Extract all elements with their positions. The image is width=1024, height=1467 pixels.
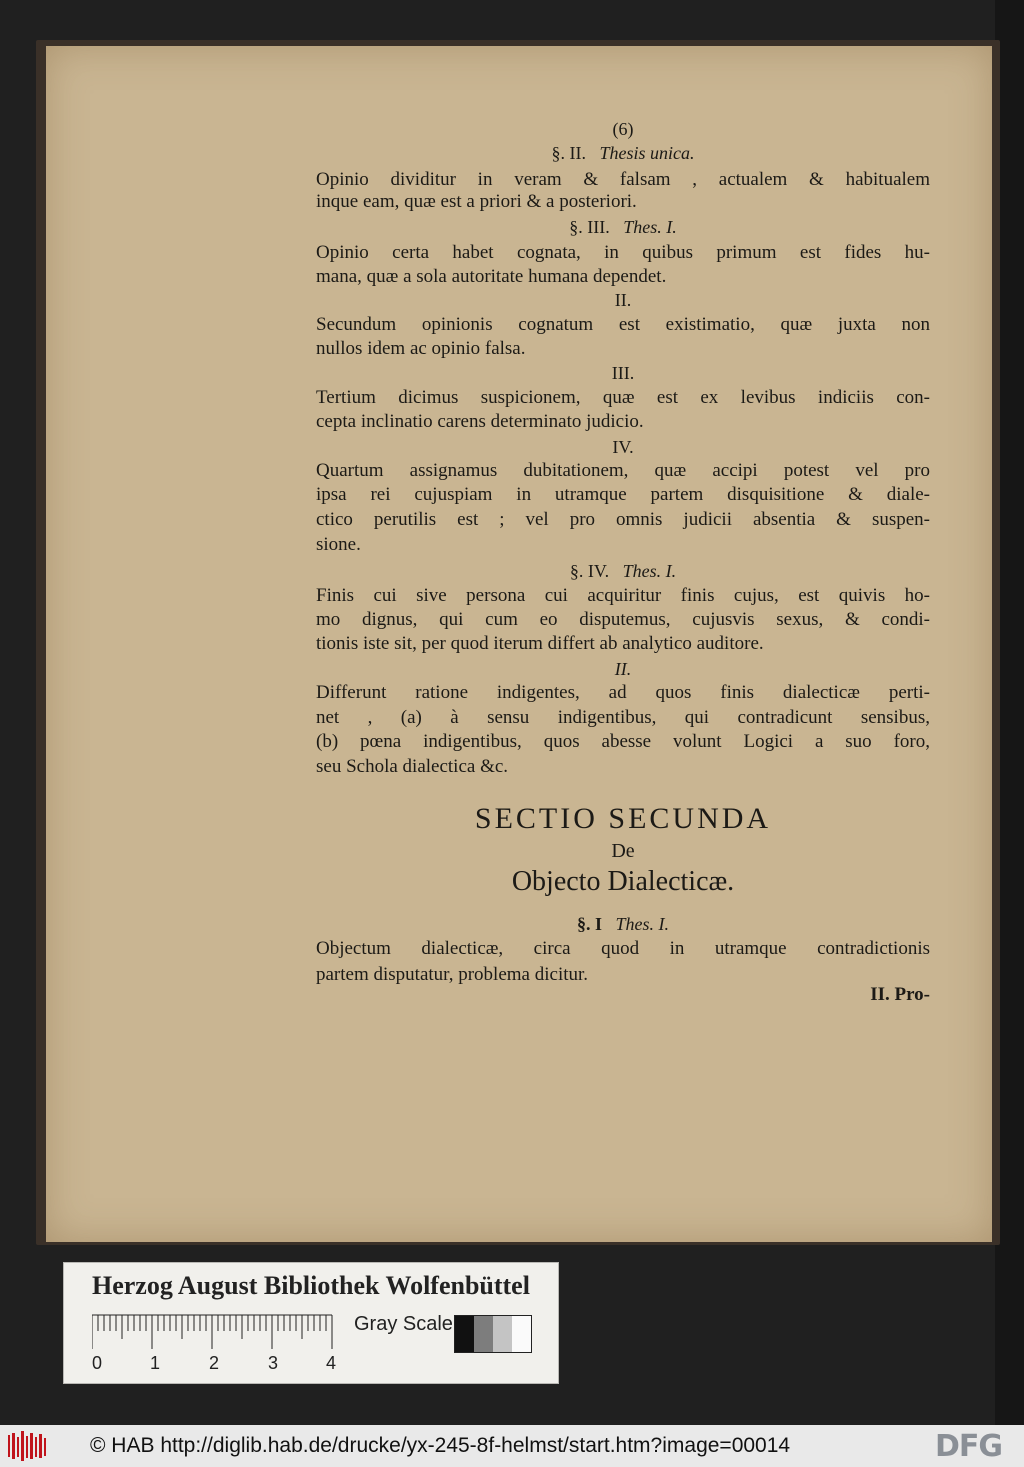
- swatch: [512, 1316, 531, 1352]
- text-line: seu Schola dialectica &c.: [316, 756, 509, 777]
- section-number: §. II.: [551, 143, 586, 163]
- heading-s2: [316, 142, 930, 164]
- text-line: Quartum assignamus dubitationem, quæ accipi potest vel pro: [316, 460, 930, 481]
- text-line: Opinio certa habet cognata, in quibus primum est fides hu-: [316, 242, 930, 263]
- text-line: Differunt ratione indigentes, ad quos finis dialecticæ perti-: [316, 682, 930, 703]
- heading-s4b: [316, 658, 930, 680]
- institution-name: Herzog August Bibliothek Wolfenbüttel: [92, 1271, 530, 1300]
- heading-s3: [316, 216, 930, 238]
- swatch: [493, 1316, 512, 1352]
- color-reference-card: [63, 1262, 559, 1384]
- heading-obj: [316, 913, 930, 935]
- text-line: nullos idem ac opinio falsa.: [316, 338, 526, 359]
- text-line: mana, quæ a sola autoritate humana dependet.: [316, 266, 667, 287]
- ruler-number: 0: [92, 1353, 103, 1373]
- swatch: [474, 1316, 493, 1352]
- section-number: §. IV.: [569, 561, 610, 581]
- text-line: tionis iste sit, per quod iterum differt ab analytico auditore.: [316, 633, 764, 654]
- thesis-label: Thes. I.: [622, 561, 677, 581]
- catchword: II. Pro-: [870, 984, 930, 1005]
- dfg-logo: DFG: [935, 1429, 1003, 1464]
- page-number: (6): [612, 119, 634, 139]
- thesis-label: II.: [614, 659, 632, 679]
- text-line: Opinio dividitur in veram & falsam , actualem & habitualem: [316, 169, 930, 190]
- heading-r3: III.: [611, 363, 635, 383]
- section-title: SECTIO SECUNDA: [474, 802, 772, 835]
- gray-scale-label: Gray Scale: [354, 1313, 453, 1335]
- heading-r2: II.: [614, 290, 632, 310]
- text-line: sione.: [316, 534, 361, 555]
- ruler-scale: [92, 1313, 342, 1373]
- section-number: §. I: [576, 914, 602, 934]
- ruler-number: 1: [150, 1353, 161, 1373]
- section-subtitle: Objecto Dialecticæ.: [511, 866, 735, 897]
- heading-r4: IV.: [612, 437, 634, 457]
- ruler-number: 4: [326, 1353, 337, 1373]
- thesis-label: Thes. I.: [623, 217, 677, 237]
- text-line: inque eam, quæ est a priori & a posteriori.: [316, 191, 637, 212]
- gray-swatches: [454, 1315, 532, 1353]
- section-de: De: [611, 840, 635, 862]
- text-line: Finis cui sive persona cui acquiritur finis cujus, est quivis ho-: [316, 585, 930, 606]
- text-line: ctico perutilis est ; vel pro omnis judicii absentia & suspen-: [316, 509, 930, 530]
- text-line: partem disputatur, problema dicitur.: [316, 964, 589, 985]
- text-line: ipsa rei cujuspiam in utramque partem disquisitione & diale-: [316, 484, 930, 505]
- section-number: §. III.: [569, 217, 610, 237]
- heading-s4: [316, 560, 930, 582]
- text-line: mo dignus, qui cum eo disputemus, cujusvis sexus, & condi-: [316, 609, 930, 630]
- thesis-label: Thes. I.: [615, 914, 669, 934]
- text-line: net , (a) à sensu indigentibus, qui contradicunt sensibus,: [316, 707, 930, 728]
- footer-bar: [0, 1425, 1024, 1467]
- ruler-number: 3: [268, 1353, 279, 1373]
- text-line: Secundum opinionis cognatum est existimatio, quæ juxta non: [316, 314, 930, 335]
- hab-barcode-logo-icon: [8, 1431, 46, 1461]
- thesis-label: Thesis unica.: [599, 143, 695, 163]
- text-line: Objectum dialecticæ, circa quod in utramque contradictionis: [316, 938, 930, 959]
- text-line: cepta inclinatio carens determinato judicio.: [316, 411, 644, 432]
- text-line: (b) pœna indigentibus, quos abesse volunt Logici a suo foro,: [316, 731, 930, 752]
- swatch: [455, 1316, 474, 1352]
- copyright-url[interactable]: © HAB http://diglib.hab.de/drucke/yx-245-8f-helmst/start.htm?image=00014: [90, 1434, 791, 1457]
- ruler-number: 2: [209, 1353, 220, 1373]
- text-line: Tertium dicimus suspicionem, quæ est ex levibus indiciis con-: [316, 387, 930, 408]
